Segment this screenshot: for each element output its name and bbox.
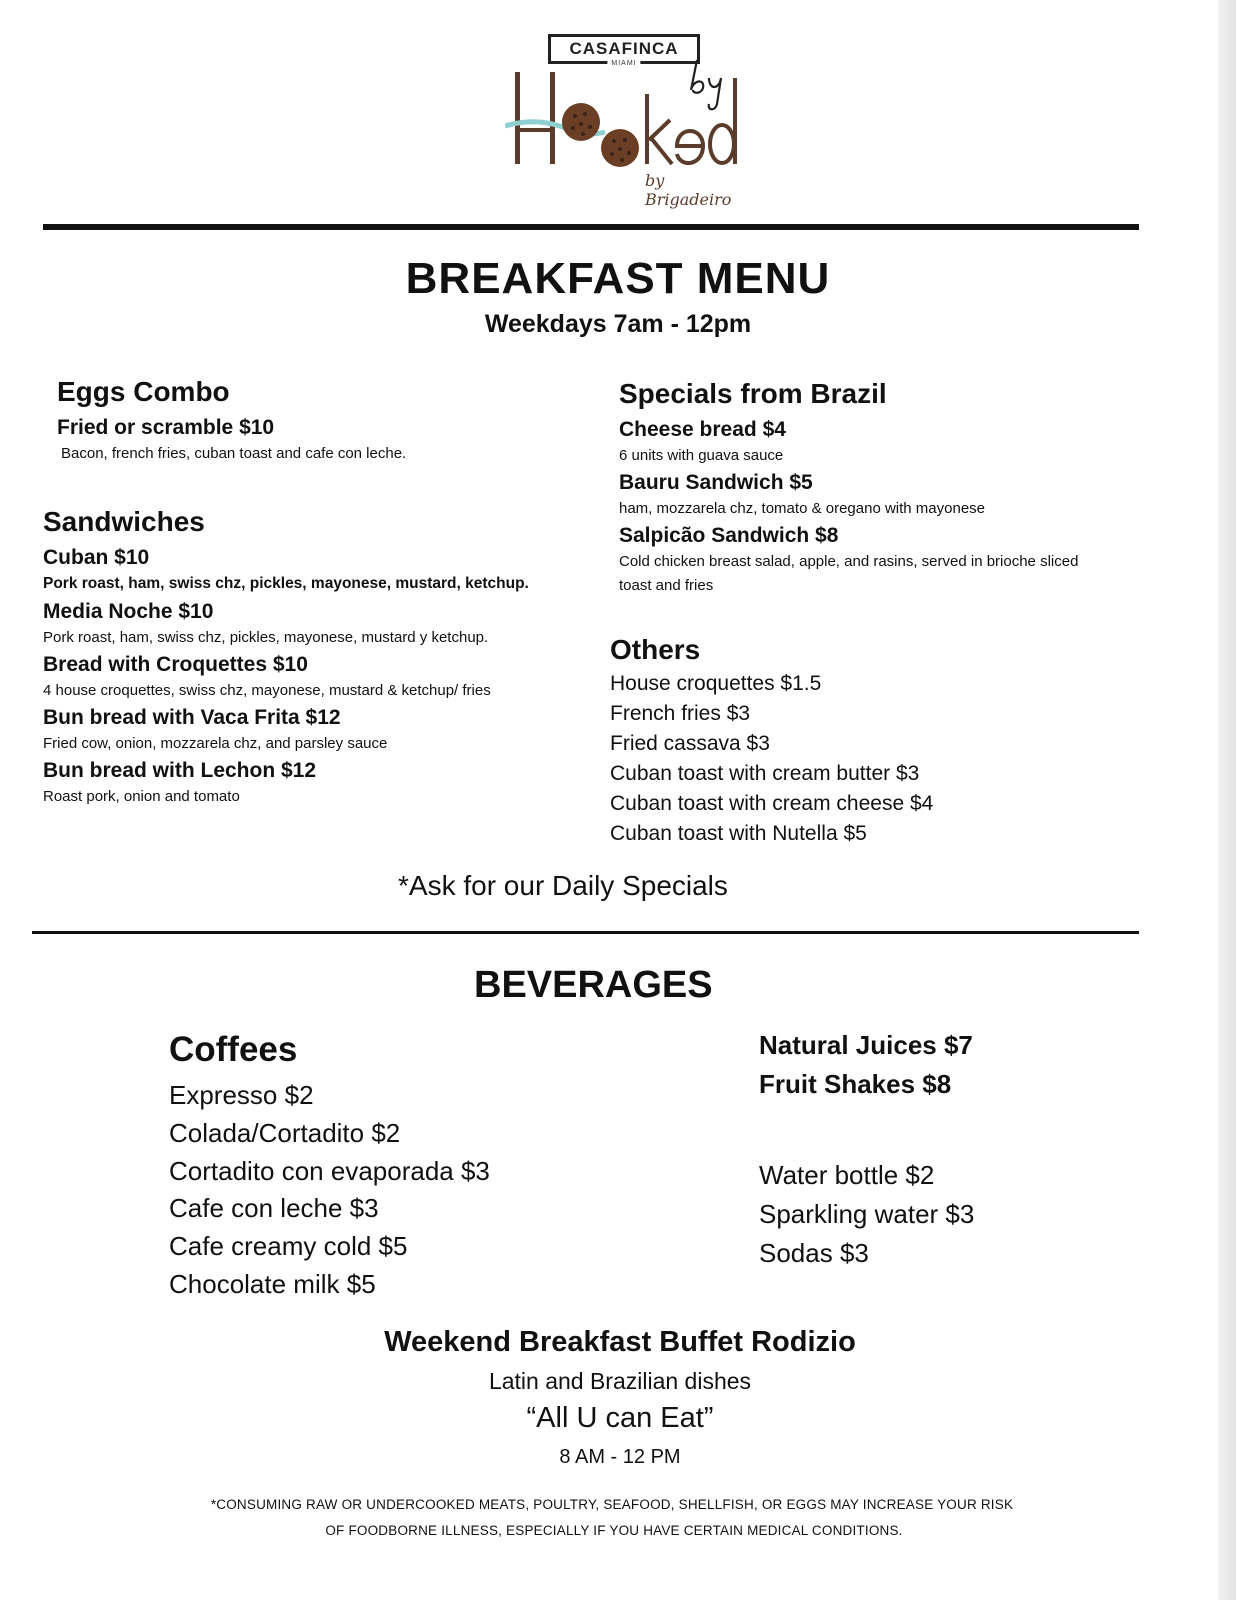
others-title: Others bbox=[610, 634, 701, 665]
eggs-combo-title: Eggs Combo bbox=[57, 376, 230, 407]
sandwich-item-desc: 4 house croquettes, swiss chz, mayonese, mustard & ketchup/ fries bbox=[43, 682, 491, 699]
weekend-buffet-title: Weekend Breakfast Buffet Rodizio bbox=[384, 1326, 856, 1358]
logo-subtitle: by Brigadeiro bbox=[645, 171, 732, 209]
daily-specials-note: *Ask for our Daily Specials bbox=[398, 870, 728, 901]
juice-item: Fruit Shakes $8 bbox=[759, 1069, 952, 1099]
coffee-item: Expresso $2 bbox=[169, 1080, 314, 1110]
special-item-desc: 6 units with guava sauce bbox=[619, 447, 784, 464]
drink-item: Sparkling water $3 bbox=[759, 1199, 975, 1229]
coffee-item: Colada/Cortadito $2 bbox=[169, 1118, 401, 1148]
weekend-buffet-hours: 8 AM - 12 PM bbox=[559, 1446, 681, 1468]
drink-item: Sodas $3 bbox=[759, 1238, 869, 1268]
coffees-title: Coffees bbox=[169, 1030, 298, 1069]
weekend-buffet-tagline: “All U can Eat” bbox=[526, 1402, 714, 1434]
sandwich-item-name: Media Noche $10 bbox=[43, 600, 214, 623]
others-item: French fries $3 bbox=[610, 702, 751, 725]
coffee-item: Chocolate milk $5 bbox=[169, 1269, 376, 1299]
brand-city: MIAMI bbox=[607, 60, 640, 67]
others-item: Fried cassava $3 bbox=[610, 732, 770, 755]
drink-item: Water bottle $2 bbox=[759, 1160, 935, 1190]
page-title: BREAKFAST MENU bbox=[405, 254, 831, 303]
logo-h-left-stem bbox=[515, 72, 520, 164]
disclaimer-line: OF FOODBORNE ILLNESS, ESPECIALLY IF YOU HAVE CERTAIN MEDICAL CONDITIONS. bbox=[325, 1523, 903, 1538]
brand-name: CASAFINCA bbox=[569, 39, 679, 58]
special-item-name: Bauru Sandwich $5 bbox=[619, 471, 813, 494]
logo-h-right-stem bbox=[550, 72, 555, 164]
beverages-title: BEVERAGES bbox=[474, 964, 713, 1006]
logo-h-bar bbox=[515, 128, 555, 132]
others-item: House croquettes $1.5 bbox=[610, 672, 822, 695]
sandwiches-title: Sandwiches bbox=[43, 506, 205, 537]
special-item-desc: ham, mozzarela chz, tomato & oregano with mayonese bbox=[619, 500, 986, 517]
eggs-combo-item: Fried or scramble $10 bbox=[57, 416, 275, 439]
others-item: Cuban toast with cream cheese $4 bbox=[610, 792, 934, 815]
special-item-name: Salpicão Sandwich $8 bbox=[619, 524, 839, 547]
weekend-buffet-subtitle: Latin and Brazilian dishes bbox=[488, 1368, 752, 1394]
juice-item: Natural Juices $7 bbox=[759, 1030, 973, 1060]
sandwich-item-desc: Fried cow, onion, mozzarela chz, and parsley sauce bbox=[43, 735, 388, 752]
service-hours: Weekdays 7am - 12pm bbox=[484, 310, 752, 338]
coffee-item: Cafe creamy cold $5 bbox=[169, 1231, 408, 1261]
page-edge-shadow bbox=[1218, 0, 1236, 1600]
header-divider bbox=[43, 224, 1139, 230]
others-item: Cuban toast with Nutella $5 bbox=[610, 822, 867, 845]
others-item: Cuban toast with cream butter $3 bbox=[610, 762, 920, 785]
sandwich-item-desc: Roast pork, onion and tomato bbox=[43, 788, 240, 805]
special-item-desc: Cold chicken breast salad, apple, and rasins, served in brioche sliced bbox=[619, 553, 1079, 570]
brand-logo bbox=[505, 28, 755, 208]
coffee-item: Cafe con leche $3 bbox=[169, 1193, 379, 1223]
sandwich-item-name: Cuban $10 bbox=[43, 546, 150, 569]
special-item-desc: toast and fries bbox=[619, 577, 714, 594]
sandwich-item-name: Bun bread with Vaca Frita $12 bbox=[43, 706, 341, 729]
specials-brazil-title: Specials from Brazil bbox=[619, 378, 887, 409]
sandwich-item-name: Bun bread with Lechon $12 bbox=[43, 759, 317, 782]
special-item-name: Cheese bread $4 bbox=[619, 418, 786, 441]
section-divider bbox=[32, 931, 1139, 934]
coffee-item: Cortadito con evaporada $3 bbox=[169, 1156, 490, 1186]
sandwich-item-name: Bread with Croquettes $10 bbox=[43, 653, 308, 676]
sandwich-item-desc: Pork roast, ham, swiss chz, pickles, mayonese, mustard y ketchup. bbox=[43, 629, 489, 646]
disclaimer-line: *CONSUMING RAW OR UNDERCOOKED MEATS, POULTRY, SEAFOOD, SHELLFISH, OR EGGS MAY INCREASE YOUR RISK bbox=[210, 1497, 1014, 1512]
sandwich-item-desc: Pork roast, ham, swiss chz, pickles, mayonese, mustard, ketchup. bbox=[43, 575, 529, 592]
eggs-combo-desc: Bacon, french fries, cuban toast and cafe con leche. bbox=[61, 445, 407, 462]
